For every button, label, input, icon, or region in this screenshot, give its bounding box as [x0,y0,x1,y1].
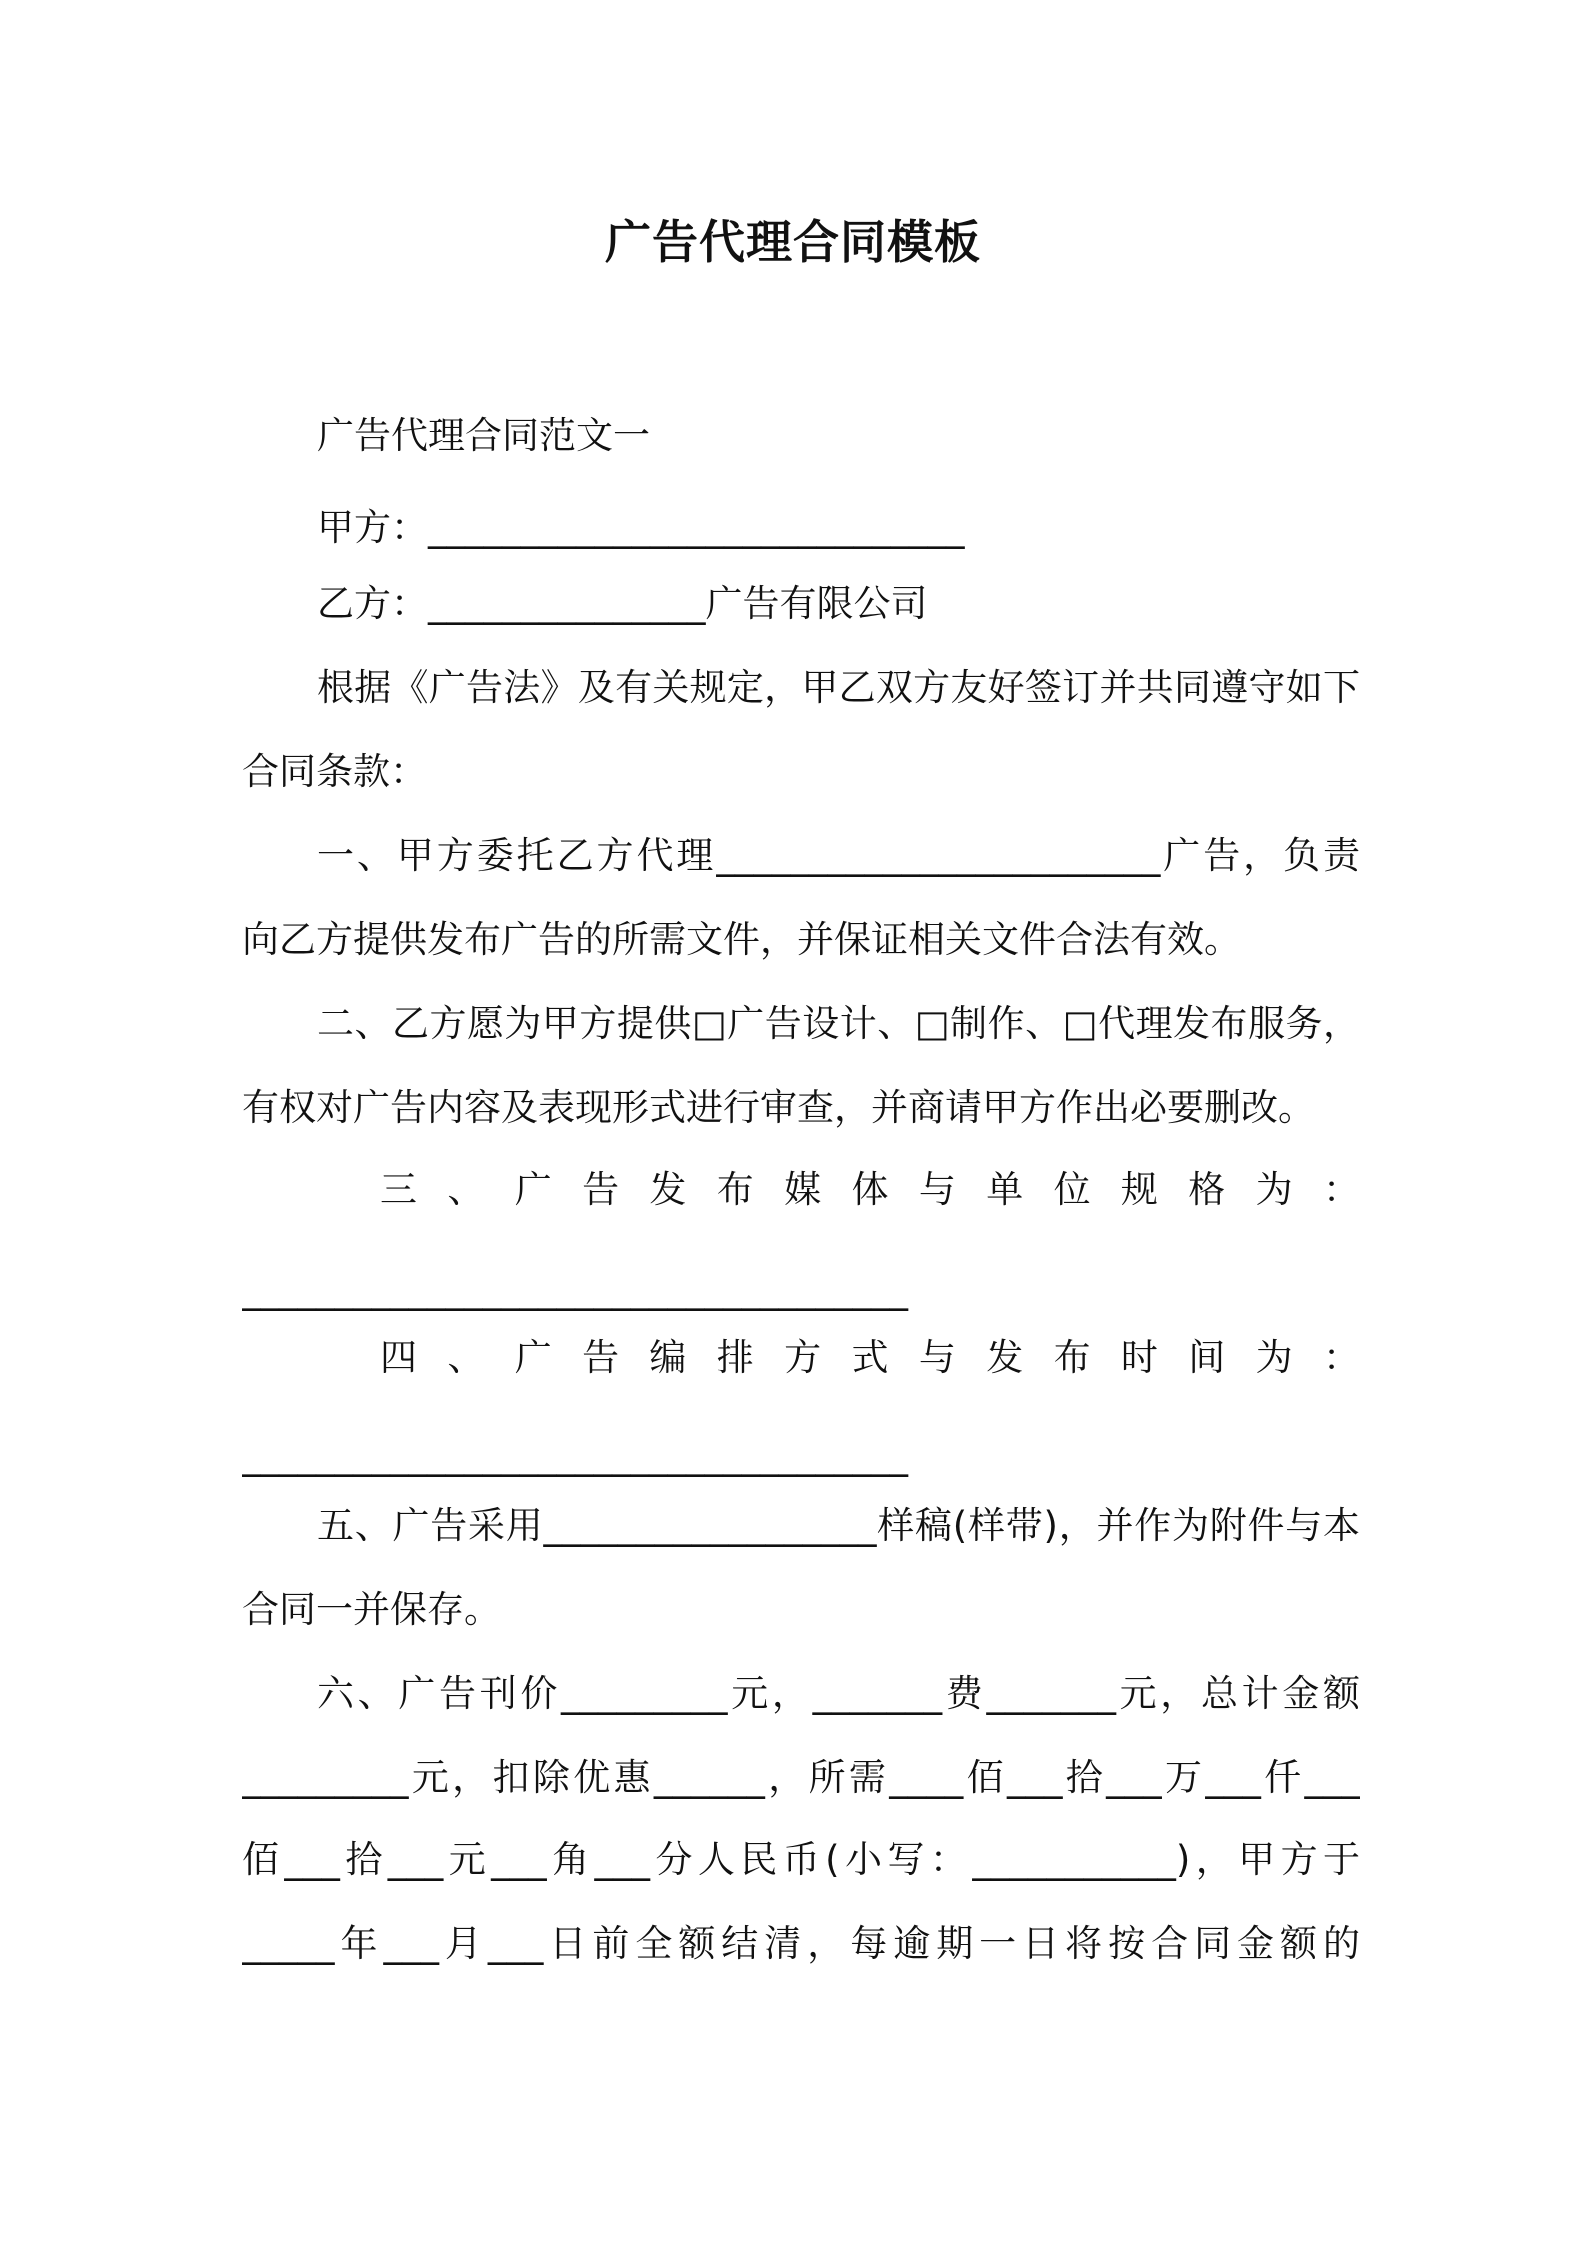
clause-2-line-2: 有权对广告内容及表现形式进行审查，并商请甲方作出必要删改。 [242,1086,1315,1129]
party-a-line: 甲方：_____________________________ [317,506,965,549]
clause-3-line-2: ____________________________________ [242,1268,908,1311]
intro-line-2: 合同条款： [242,750,427,793]
clause-4-line-2: ____________________________________ [242,1434,908,1477]
intro-line-1: 根据《广告法》及有关规定，甲乙双方友好签订并共同遵守如下 [317,666,1360,709]
clause-6-line-1: 六、广告刊价_________元，_______费_______元，总计金额 [317,1672,1360,1715]
clause-5-line-2: 合同一并保存。 [242,1588,501,1631]
clause-6-line-2: _________元，扣除优惠______，所需____佰___拾___万___仟___ [242,1756,1360,1799]
party-b-line: 乙方：_______________广告有限公司 [317,582,928,625]
clause-1-line-1: 一、甲方委托乙方代理________________________广告，负责 [317,834,1360,877]
clause-1-line-2: 向乙方提供发布广告的所需文件，并保证相关文件合法有效。 [242,918,1241,961]
clause-5-line-1: 五、广告采用__________________样稿(样带)，并作为附件与本 [317,1504,1360,1547]
document-title: 广告代理合同模板 [605,215,981,269]
subtitle-line: 广告代理合同范文一 [317,414,650,457]
clause-4-line-1: 四、广告编排方式与发布时间为： [380,1336,1360,1379]
clause-6-line-3: 佰___拾___元___角___分人民币(小写：___________)，甲方于 [242,1838,1360,1881]
clause-2-line-1: 二、乙方愿为甲方提供□广告设计、□制作、□代理发布服务， [317,1002,1360,1045]
clause-3-line-1: 三、广告发布媒体与单位规格为： [380,1168,1360,1211]
clause-6-line-4: _____年___月___日前全额结清，每逾期一日将按合同金额的 [242,1922,1360,1965]
